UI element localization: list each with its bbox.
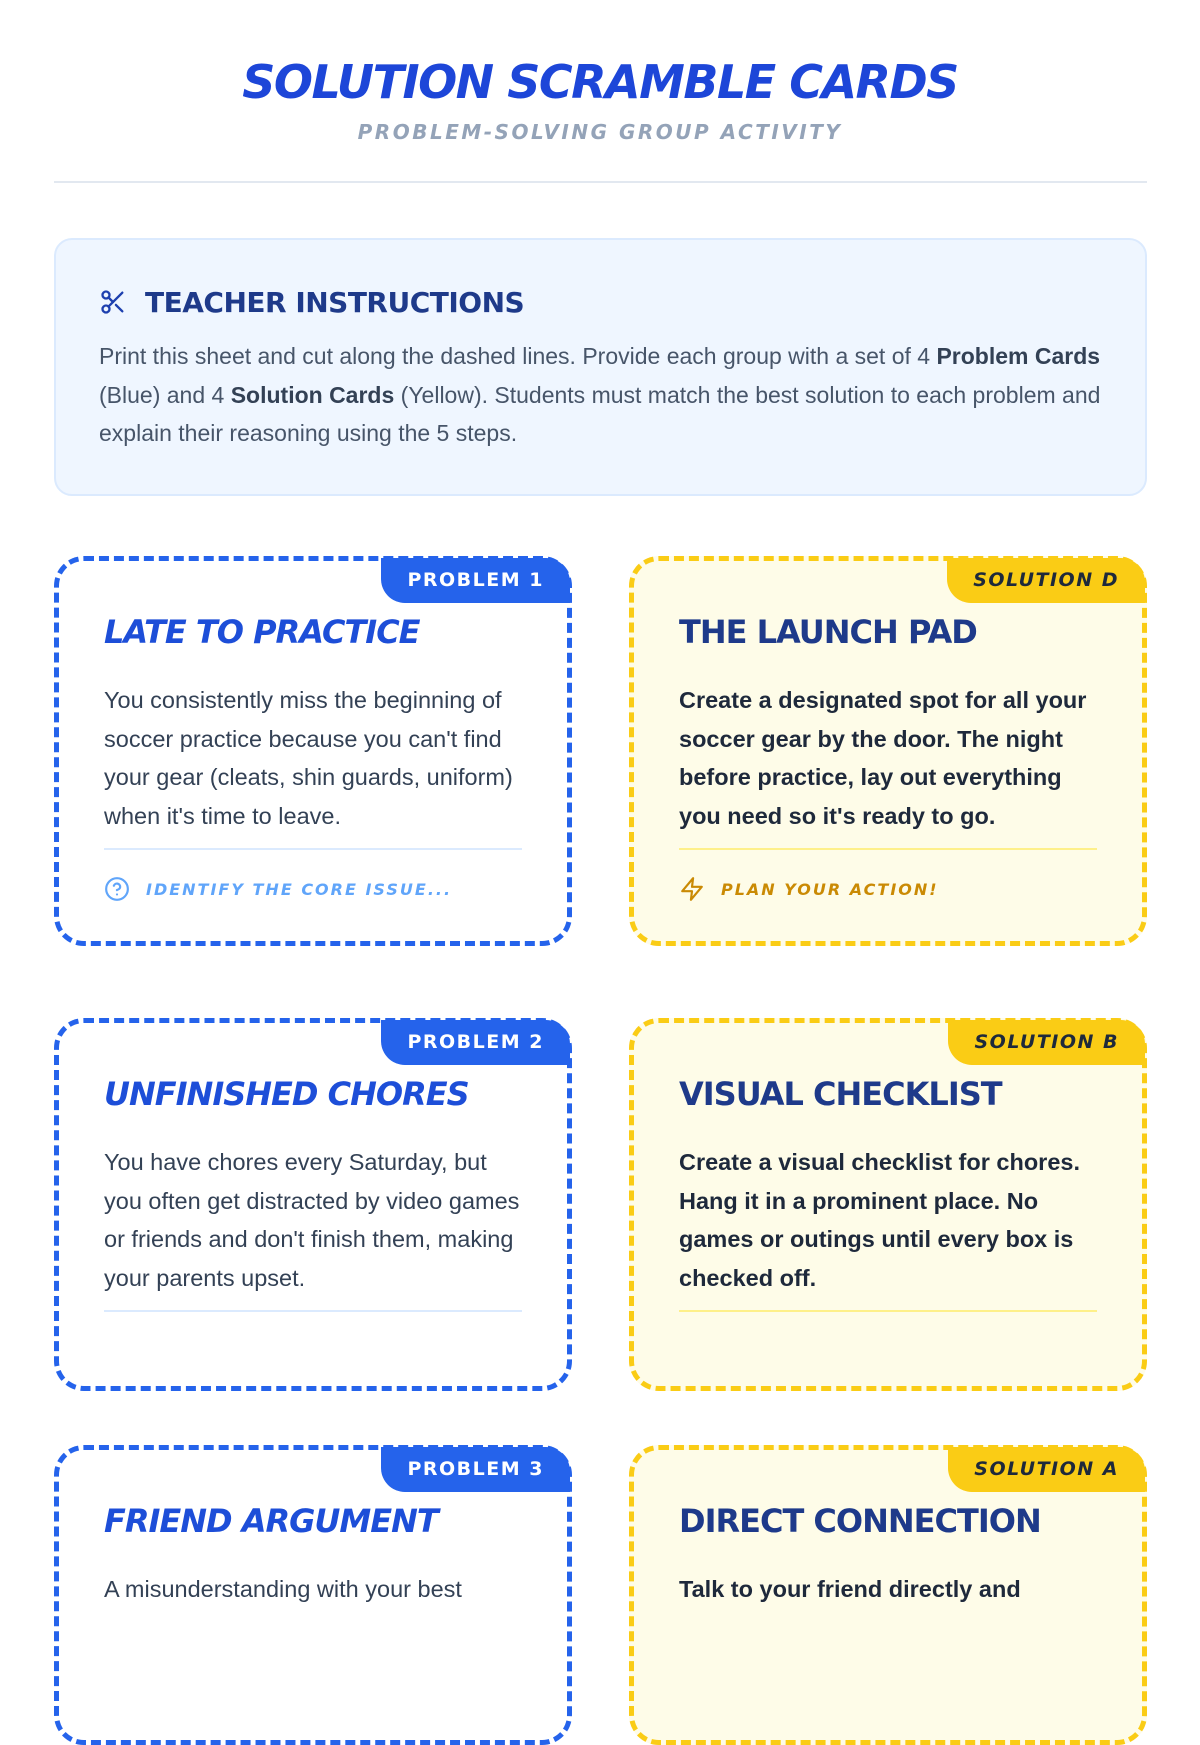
- page-title: SOLUTION SCRAMBLE CARDS: [242, 55, 958, 109]
- instructions-title: TEACHER INSTRUCTIONS: [145, 285, 525, 319]
- page-header: [0, 50, 1200, 146]
- card-body: Talk to your friend directly and: [679, 1576, 1021, 1602]
- card-tag: SOLUTION D: [947, 558, 1145, 603]
- instructions-text-part: Print this sheet and cut along the dashed lines. Provide each group with a set of 4: [99, 343, 937, 369]
- card-tag: PROBLEM 1: [381, 558, 570, 603]
- card-title: DIRECT CONNECTION: [679, 1502, 1041, 1540]
- card-body: A misunderstanding with your best: [104, 1576, 462, 1602]
- card-divider: [104, 1310, 522, 1312]
- card-divider: [679, 1310, 1097, 1312]
- card-footer-text: PLAN YOUR ACTION!: [721, 879, 939, 899]
- card-footer: [104, 874, 452, 904]
- card-title: UNFINISHED CHORES: [104, 1075, 469, 1113]
- card-divider: [104, 848, 522, 850]
- solution-card-a: [629, 1445, 1147, 1745]
- card-body: You have chores every Saturday, but you often get distracted by video games or friends and don't finish them, making your parents upset.: [104, 1149, 520, 1291]
- card-title: FRIEND ARGUMENT: [104, 1502, 438, 1540]
- card-title: THE LAUNCH PAD: [679, 613, 977, 651]
- solution-card-b: [629, 1018, 1147, 1391]
- instructions-text: [99, 337, 1101, 453]
- solution-card-d: [629, 556, 1147, 946]
- instructions-heading: [99, 284, 1101, 320]
- card-footer-text: IDENTIFY THE CORE ISSUE...: [146, 879, 453, 899]
- problem-card-1: [54, 556, 572, 946]
- problem-card-3: [54, 1445, 572, 1745]
- header-divider: [54, 181, 1147, 183]
- card-body: Create a visual checklist for chores. Hang it in a prominent place. No games or outings until every box is checked off.: [679, 1149, 1080, 1291]
- help-circle-icon: [104, 876, 130, 902]
- card-body: Create a designated spot for all your soccer gear by the door. The night before practice, lay out everything you need so it's ready to go.: [679, 687, 1087, 829]
- instructions-text-part: (Yellow). Students must match the best solution to each problem and explain their reasoning using the 5 steps.: [99, 381, 1101, 446]
- card-tag: SOLUTION B: [948, 1020, 1145, 1065]
- card-title: VISUAL CHECKLIST: [679, 1075, 1002, 1113]
- lightning-icon: [679, 876, 705, 902]
- instructions-text-part: (Blue) and 4: [99, 381, 231, 408]
- card-divider: [679, 848, 1097, 850]
- card-tag: PROBLEM 3: [381, 1447, 570, 1492]
- card-footer: [679, 874, 939, 904]
- card-title: LATE TO PRACTICE: [104, 613, 420, 651]
- card-tag: PROBLEM 2: [381, 1020, 570, 1065]
- instructions-bold-solution-cards: Solution Cards: [230, 381, 395, 408]
- problem-card-2: [54, 1018, 572, 1391]
- instructions-bold-problem-cards: Problem Cards: [936, 343, 1101, 369]
- page-subtitle: PROBLEM-SOLVING GROUP ACTIVITY: [357, 120, 843, 144]
- card-body: You consistently miss the beginning of soccer practice because you can't find your gear (cleats, shin guards, uniform) when it's time to leave.: [104, 687, 513, 829]
- scissors-icon: [99, 288, 127, 316]
- card-tag: SOLUTION A: [948, 1447, 1145, 1492]
- teacher-instructions-panel: [54, 238, 1147, 496]
